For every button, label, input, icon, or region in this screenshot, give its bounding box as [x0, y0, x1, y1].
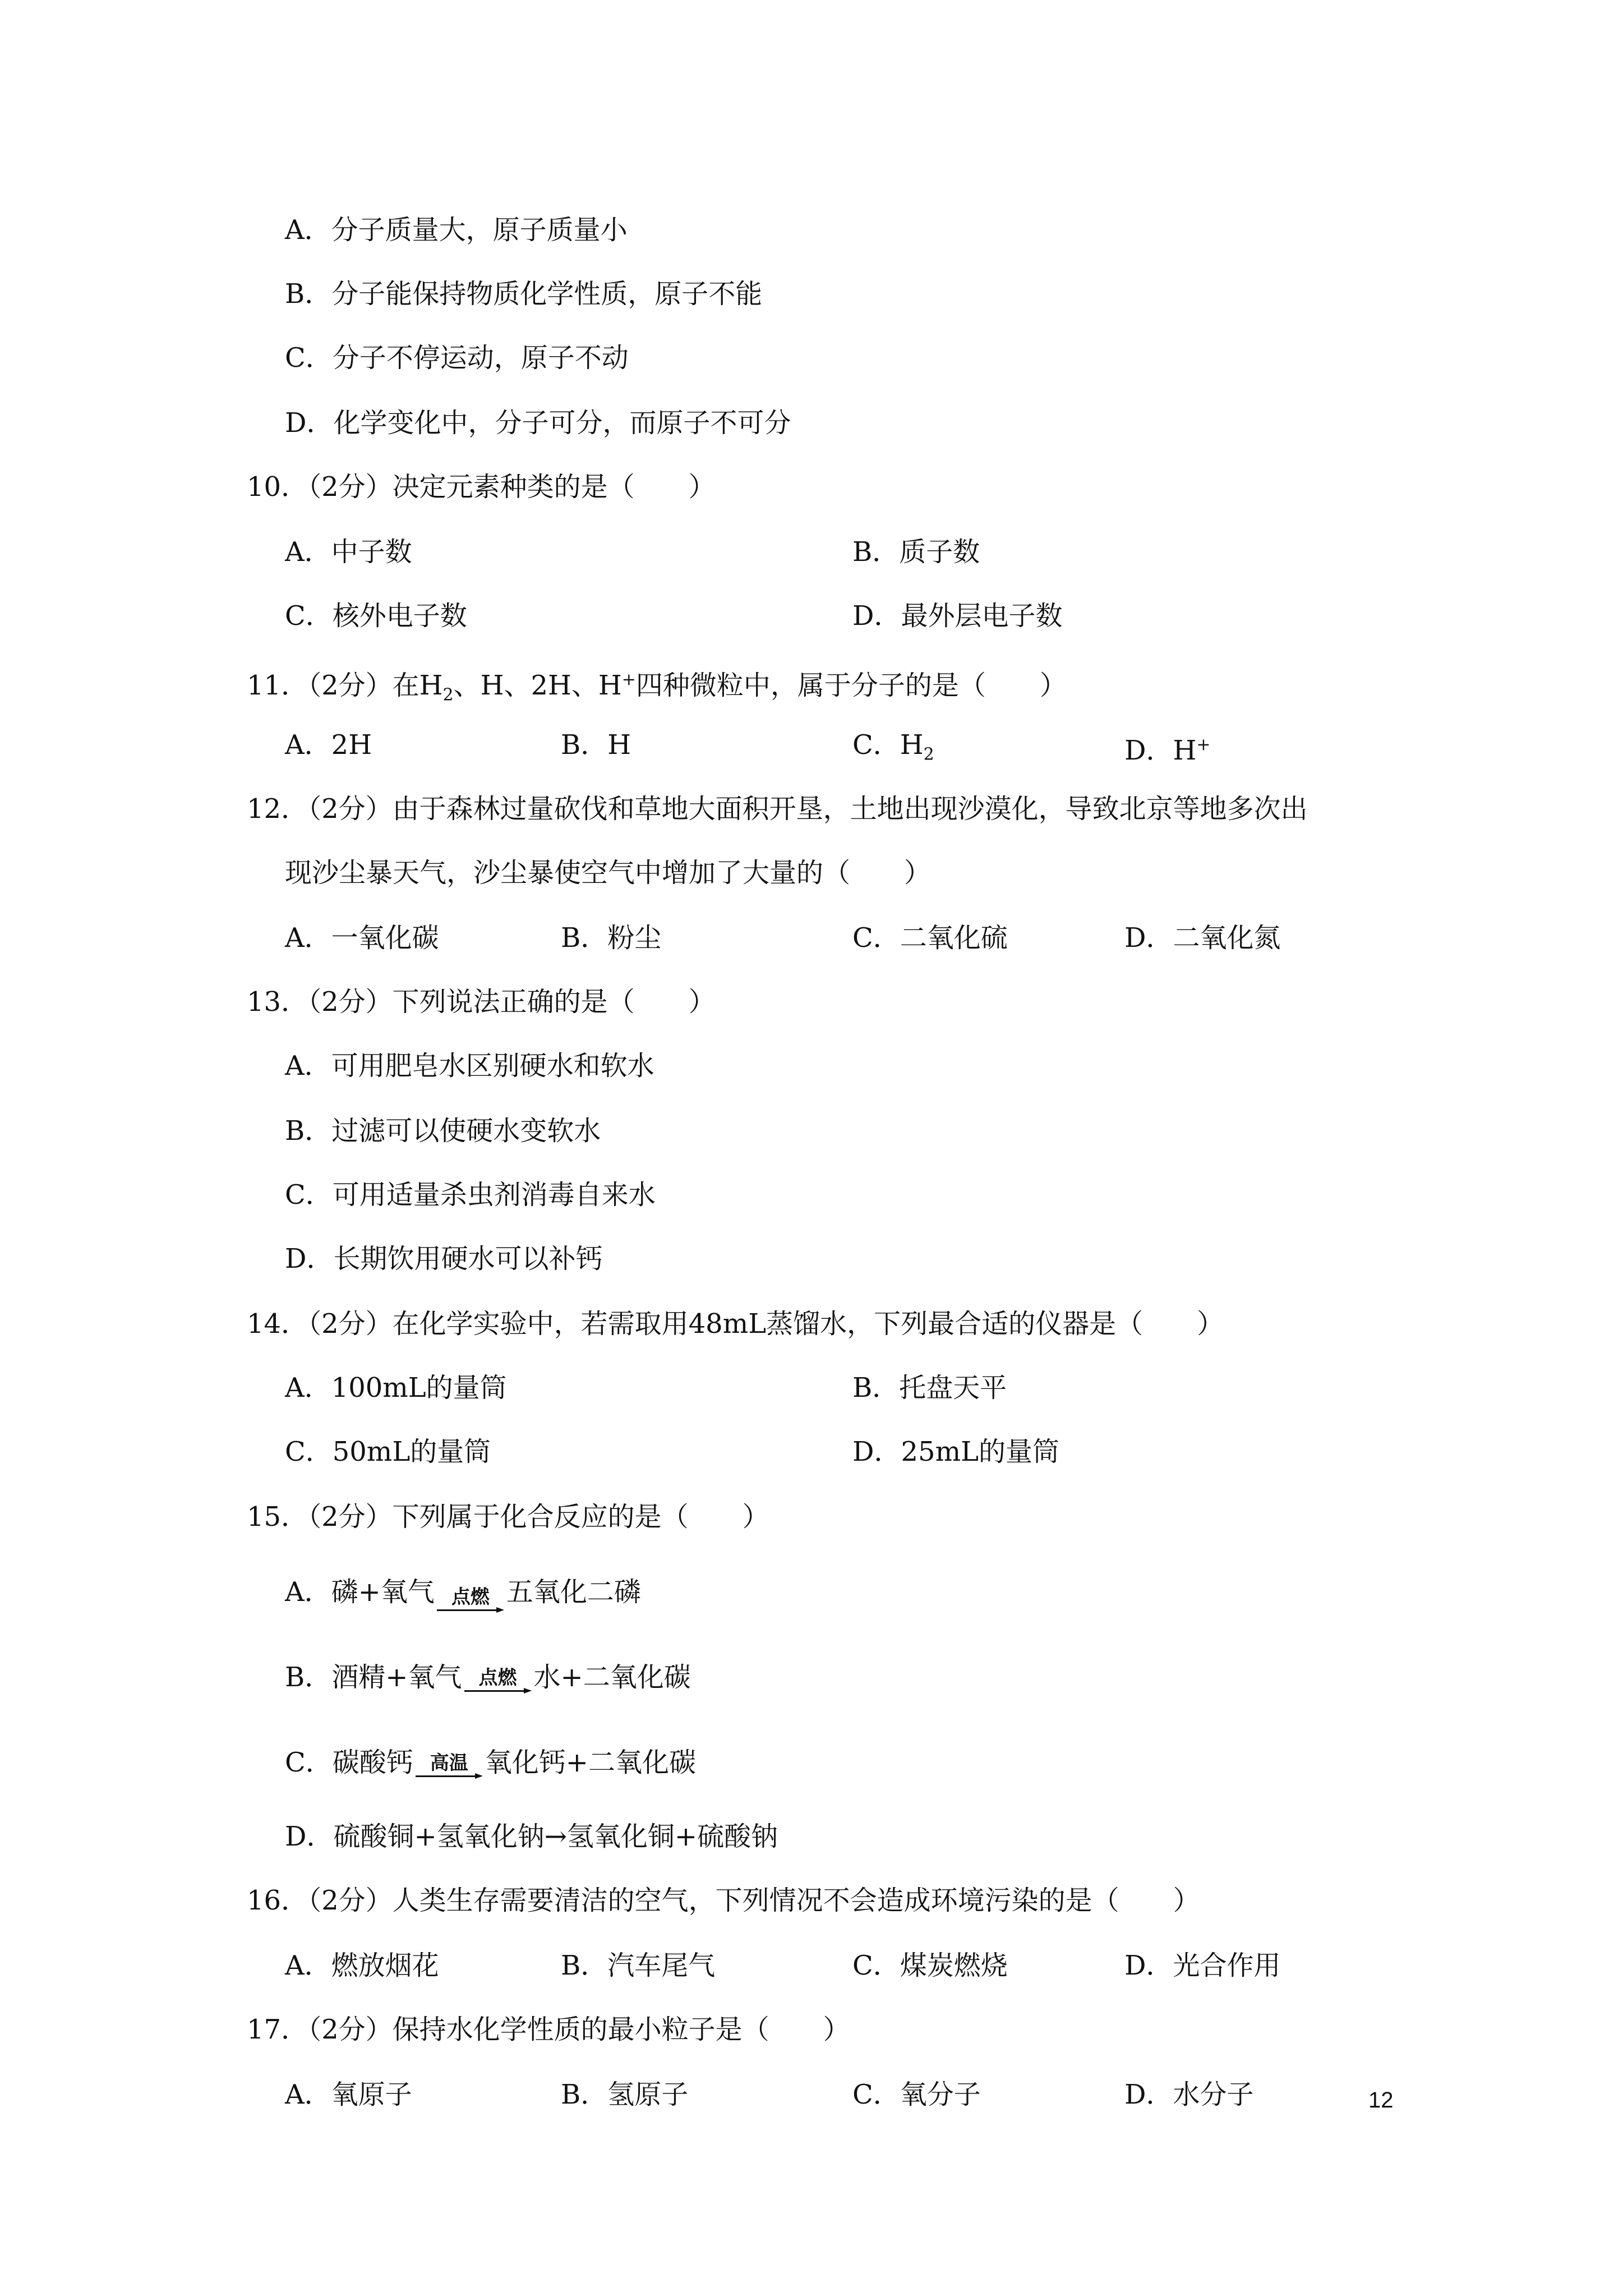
- arrow-icon: [416, 1773, 483, 1779]
- q17-stem: 17．（2分）保持水化学性质的最小粒子是（ ）: [247, 2014, 850, 2045]
- arrow-icon: [437, 1607, 504, 1613]
- q12-option-d: D．二氧化氮: [1124, 922, 1281, 954]
- q12-stem-line1: 12．（2分）由于森林过量砍伐和草地大面积开垦，土地出现沙漠化，导致北京等地多次出: [247, 793, 1308, 825]
- q16-option-a: A．燃放烟花: [285, 1950, 439, 1981]
- q14-option-d: D．25mL的量筒: [852, 1436, 1059, 1467]
- q17-option-d: D．水分子: [1124, 2079, 1254, 2110]
- q11-stem: 11．（2分）在$H_2$、H、2H、H+四种微粒中，属于分子的是（ ）: [247, 670, 1067, 705]
- q10-option-b: B．质子数: [852, 536, 980, 568]
- q12-stem-line2: 现沙尘暴天气，沙尘暴使空气中增加了大量的（ ）: [285, 857, 932, 889]
- q17-option-c: C．氧分子: [852, 2079, 981, 2110]
- q10-option-a: A．中子数: [285, 536, 412, 568]
- arrow-icon: [464, 1688, 532, 1694]
- q16-option-b: B．汽车尾气: [561, 1950, 716, 1981]
- q13-option-c: C．可用适量杀虫剂消毒自来水: [285, 1179, 656, 1211]
- q11-option-c: C．$H_2$: [852, 729, 934, 765]
- q17-option-a: A．氧原子: [285, 2079, 412, 2110]
- q9-option-c: C．分子不停运动，原子不动: [285, 342, 629, 374]
- q12-option-b: B．粉尘: [561, 922, 662, 954]
- q12-option-a: A．一氧化碳: [285, 922, 439, 954]
- q10-stem: 10．（2分）决定元素种类的是（ ）: [247, 471, 716, 503]
- q13-stem: 13．（2分）下列说法正确的是（ ）: [247, 986, 716, 1018]
- q9-option-d: D．化学变化中，分子可分，而原子不可分: [285, 407, 791, 439]
- q9-option-a: A．分子质量大，原子质量小: [285, 214, 628, 246]
- reaction-arrow: 点燃: [437, 1587, 504, 1613]
- q13-option-d: D．长期饮用硬水可以补钙: [285, 1243, 603, 1274]
- q11-option-d: D．H+: [1124, 735, 1211, 766]
- q13-option-b: B．过滤可以使硬水变软水: [285, 1115, 601, 1147]
- q15-option-d: D．硫酸铜+氢氧化钠→氢氧化铜+硫酸钠: [285, 1821, 778, 1852]
- q10-option-d: D．最外层电子数: [852, 600, 1063, 632]
- q14-option-a: A．100mL的量筒: [285, 1372, 507, 1404]
- q11-option-b: B．H: [561, 729, 631, 761]
- reaction-arrow: 高温: [416, 1753, 483, 1779]
- q14-option-c: C．50mL的量筒: [285, 1436, 491, 1467]
- q9-option-b: B．分子能保持物质化学性质，原子不能: [285, 278, 763, 310]
- q10-option-c: C．核外电子数: [285, 600, 467, 632]
- q16-option-c: C．煤炭燃烧: [852, 1950, 1008, 1981]
- q16-option-d: D．光合作用: [1124, 1950, 1281, 1981]
- q12-option-c: C．二氧化硫: [852, 922, 1008, 954]
- q15-option-c: C．碳酸钙 高温 氧化钙+二氧化碳: [285, 1747, 696, 1778]
- q16-stem: 16．（2分）人类生存需要清洁的空气，下列情况不会造成环境污染的是（ ）: [247, 1885, 1200, 1916]
- q15-option-b: B．酒精+氧气 点燃 水+二氧化碳: [285, 1662, 691, 1693]
- q15-stem: 15．（2分）下列属于化合反应的是（ ）: [247, 1501, 769, 1533]
- q15-option-a: A．磷+氧气 点燃 五氧化二磷: [285, 1574, 641, 1613]
- reaction-arrow: 点燃: [464, 1668, 532, 1694]
- q11-option-a: A．2H: [285, 729, 372, 761]
- q13-option-a: A．可用肥皂水区别硬水和软水: [285, 1050, 654, 1082]
- q17-option-b: B．氢原子: [561, 2079, 689, 2110]
- q14-stem: 14．（2分）在化学实验中，若需取用48mL蒸馏水，下列最合适的仪器是（ ）: [247, 1308, 1224, 1340]
- q14-option-b: B．托盘天平: [852, 1372, 1007, 1404]
- page-number: 12: [1368, 2088, 1394, 2113]
